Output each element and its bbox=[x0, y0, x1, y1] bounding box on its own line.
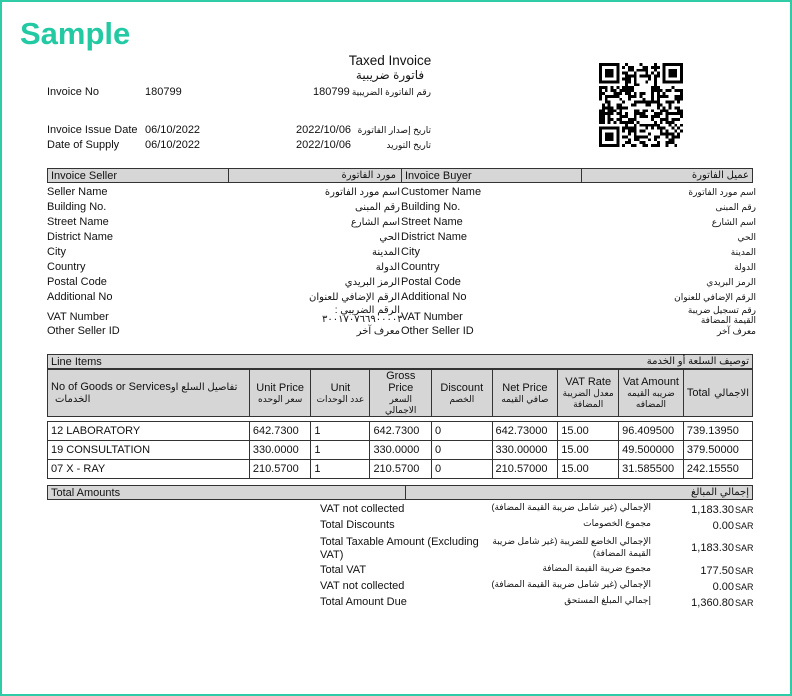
totals-heading-ar: إجمالي المبالغ bbox=[691, 487, 749, 498]
currency-label: SAR bbox=[735, 521, 754, 531]
seller-field-label-ar: اسم مورد الفاتورة bbox=[324, 187, 400, 198]
invoice-seller-heading: Invoice Seller bbox=[51, 170, 118, 182]
column-header-label: Discount bbox=[440, 381, 484, 394]
item-value-cell: 210.5700 bbox=[249, 460, 311, 479]
buyer-field-label-ar: الرمز البريدي bbox=[706, 277, 756, 287]
document-title-ar: فاتورة ضريبية bbox=[355, 68, 425, 82]
column-header bbox=[249, 370, 311, 417]
buyer-field-label: Postal Code bbox=[401, 276, 461, 288]
supply-date-label-ar: تاريخ التوريد bbox=[386, 140, 431, 150]
seller-field-label: Country bbox=[47, 261, 86, 273]
column-header-label-ar: الاجمالي bbox=[714, 388, 749, 399]
column-header-label: Unit bbox=[330, 381, 351, 394]
seller-field-label-ar: الرمز البريدي bbox=[344, 277, 400, 288]
item-value-cell: 330.0000 bbox=[370, 441, 432, 460]
column-header bbox=[558, 370, 619, 417]
item-description-cell: 19 CONSULTATION bbox=[48, 441, 250, 460]
column-header bbox=[683, 370, 752, 417]
column-header-label: Unit Price bbox=[256, 381, 304, 394]
item-value-cell: 379.50000 bbox=[683, 441, 752, 460]
buyer-field-label-ar: رقم تسجيل ضريبة القيمة المضافة bbox=[687, 305, 756, 325]
total-label: Total Amount Due bbox=[320, 596, 407, 608]
seller-field-label: Seller Name bbox=[47, 186, 108, 198]
seller-field-label-ar: الدولة bbox=[375, 262, 400, 273]
supply-date-value: 06/10/2022 bbox=[145, 139, 201, 151]
column-header bbox=[48, 370, 250, 417]
buyer-field-label: Other Seller ID bbox=[401, 325, 474, 337]
line-items-heading: Line Items bbox=[51, 356, 102, 368]
seller-field-label: Postal Code bbox=[47, 276, 107, 288]
document-title: Taxed Invoice bbox=[348, 53, 432, 68]
currency-label: SAR bbox=[735, 582, 754, 592]
buyer-field-label-ar: اسم الشارع bbox=[711, 217, 756, 227]
item-value-cell: 49.500000 bbox=[619, 441, 684, 460]
item-description-cell: 12 LABORATORY bbox=[48, 422, 250, 441]
column-header-label-ar: عدد الوحدات bbox=[316, 393, 365, 404]
currency-label: SAR bbox=[735, 505, 754, 515]
line-items-table bbox=[47, 369, 753, 479]
column-header bbox=[432, 370, 493, 417]
total-label: Total Taxable Amount (Excluding VAT) bbox=[320, 536, 479, 561]
column-header-label: No of Goods or Services bbox=[51, 381, 171, 393]
column-header bbox=[492, 370, 558, 417]
seller-field-label-ar: اسم الشارع bbox=[350, 217, 400, 228]
seller-field-label: District Name bbox=[47, 231, 114, 243]
seller-field-label-ar: المدينة bbox=[371, 247, 400, 258]
total-amount: 177.50 bbox=[700, 565, 734, 577]
total-label: VAT not collected bbox=[320, 503, 405, 515]
table-row bbox=[48, 460, 753, 479]
issue-date-value-ar: 2022/10/06 bbox=[296, 124, 352, 136]
item-value-cell: 642.7300 bbox=[249, 422, 311, 441]
seller-field-label: Building No. bbox=[47, 201, 107, 213]
totals-bar bbox=[47, 485, 753, 500]
line-items-heading-ar: توصيف السلعة أو الخدمة bbox=[646, 356, 749, 367]
item-value-cell: 1 bbox=[311, 460, 370, 479]
invoice-no-value: 180799 bbox=[145, 86, 182, 98]
totals-heading: Total Amounts bbox=[51, 487, 121, 499]
column-header-label-ar: تفاصيل السلع او الخدمات bbox=[55, 382, 238, 405]
total-amount: 1,360.80 bbox=[691, 597, 734, 609]
seller-field-label: City bbox=[47, 246, 66, 258]
total-label-ar: مجموع الخصومات bbox=[583, 518, 651, 528]
buyer-field-label-ar: المدينة bbox=[730, 247, 756, 257]
item-value-cell: 31.585500 bbox=[619, 460, 684, 479]
total-amount: 0.00 bbox=[712, 520, 734, 532]
buyer-field-label: Country bbox=[401, 261, 440, 273]
item-value-cell: 96.409500 bbox=[619, 422, 684, 441]
column-header-label-ar: السعر الاجمالي bbox=[385, 394, 417, 415]
buyer-field-label: District Name bbox=[401, 231, 468, 243]
qr-code-icon bbox=[599, 63, 683, 147]
column-header bbox=[619, 370, 684, 417]
column-header-label: Net Price bbox=[502, 381, 548, 394]
total-label-ar: إجمالي المبلغ المستحق bbox=[564, 595, 651, 605]
parties-header-bar bbox=[47, 168, 753, 183]
item-value-cell: 15.00 bbox=[558, 460, 619, 479]
issue-date-label: Invoice Issue Date bbox=[47, 124, 138, 136]
total-label: VAT not collected bbox=[320, 580, 405, 592]
currency-label: SAR bbox=[735, 566, 754, 576]
seller-field-label: VAT Number bbox=[47, 311, 109, 323]
seller-field-label-ar: رقم المبنى bbox=[354, 202, 400, 213]
item-value-cell: 642.73000 bbox=[492, 422, 558, 441]
item-value-cell: 330.00000 bbox=[492, 441, 558, 460]
item-value-cell: 642.7300 bbox=[370, 422, 432, 441]
seller-field-label: Additional No bbox=[47, 291, 113, 303]
total-label-ar: الإجمالي الخاضع للضريبة (غير شامل ضريبة القيمة المضافة) bbox=[492, 536, 651, 558]
column-header-label: Vat Amount bbox=[622, 376, 679, 388]
currency-label: SAR bbox=[735, 598, 754, 608]
column-header-label: VAT Rate bbox=[565, 376, 612, 388]
column-header bbox=[311, 370, 370, 417]
invoice-buyer-heading-ar: عميل الفاتورة bbox=[691, 170, 749, 181]
line-items-header-row bbox=[48, 370, 753, 417]
invoice-no-value-ar: 180799 bbox=[313, 86, 350, 98]
seller-field-label: Other Seller ID bbox=[47, 325, 120, 337]
item-value-cell: 0 bbox=[432, 460, 493, 479]
buyer-field-label-ar: الدولة bbox=[734, 262, 756, 272]
seller-field-label-ar: الرقم الإضافي للعنوان bbox=[309, 292, 400, 303]
column-header-label: Gross Price bbox=[386, 370, 416, 394]
item-value-cell: 1 bbox=[311, 422, 370, 441]
item-value-cell: 0 bbox=[432, 441, 493, 460]
seller-field-label-ar: الرقم الضريبي : bbox=[334, 305, 400, 316]
seller-field-label-ar: الحي bbox=[379, 232, 400, 243]
total-amount: 1,183.30 bbox=[691, 542, 734, 554]
issue-date-value: 06/10/2022 bbox=[145, 124, 201, 136]
column-header-label: Total bbox=[686, 387, 711, 399]
column-header-label-ar: سعر الوحده bbox=[258, 393, 303, 404]
item-value-cell: 15.00 bbox=[558, 441, 619, 460]
invoice-seller-heading-ar: مورد الفاتورة bbox=[341, 170, 396, 181]
invoice-no-label: Invoice No bbox=[47, 86, 99, 98]
total-amount: 1,183.30 bbox=[691, 504, 734, 516]
item-value-cell: 210.57000 bbox=[492, 460, 558, 479]
seller-field-label-ar: معرف آخر bbox=[356, 326, 400, 337]
buyer-field-label: Building No. bbox=[401, 201, 461, 213]
table-row bbox=[48, 422, 753, 441]
item-value-cell: 210.5700 bbox=[370, 460, 432, 479]
buyer-field-label-ar: رقم المبنى bbox=[715, 202, 756, 212]
item-value-cell: 1 bbox=[311, 441, 370, 460]
buyer-field-label: Customer Name bbox=[401, 186, 482, 198]
column-header-label-ar: صافي القيمه bbox=[501, 393, 549, 404]
buyer-field-label: Additional No bbox=[401, 291, 467, 303]
buyer-field-label-ar: معرف آخر bbox=[717, 326, 756, 336]
total-label-ar: مجموع ضريبة القيمة المضافة bbox=[542, 563, 651, 573]
line-items-bar bbox=[47, 354, 753, 369]
total-label-ar: الإجمالي (غير شامل ضريبة القيمة المضافة) bbox=[491, 502, 651, 512]
item-value-cell: 242.15550 bbox=[683, 460, 752, 479]
sample-watermark: Sample bbox=[20, 16, 131, 51]
currency-label: SAR bbox=[735, 543, 754, 553]
supply-date-label: Date of Supply bbox=[47, 139, 120, 151]
invoice-no-label-ar: رقم الفاتورة الضريبية bbox=[351, 87, 431, 97]
item-description-cell: 07 X - RAY bbox=[48, 460, 250, 479]
issue-date-label-ar: تاريخ إصدار الفاتورة bbox=[357, 125, 431, 135]
seller-field-label: Street Name bbox=[47, 216, 109, 228]
item-value-cell: 15.00 bbox=[558, 422, 619, 441]
total-label: Total VAT bbox=[320, 564, 367, 576]
supply-date-value-ar: 2022/10/06 bbox=[296, 139, 352, 151]
buyer-field-label-ar: الحي bbox=[737, 232, 756, 242]
buyer-field-label-ar: الرقم الإضافي للعنوان bbox=[674, 292, 756, 302]
column-header-label-ar: الخصم bbox=[449, 393, 475, 404]
total-label-ar: الإجمالي (غير شامل ضريبة القيمة المضافة) bbox=[491, 579, 651, 589]
total-label: Total Discounts bbox=[320, 519, 395, 531]
buyer-field-label: City bbox=[401, 246, 420, 258]
total-amount: 0.00 bbox=[712, 581, 734, 593]
item-value-cell: 0 bbox=[432, 422, 493, 441]
item-value-cell: 739.13950 bbox=[683, 422, 752, 441]
column-header-label-ar: ضريبه القيمه المضافه bbox=[627, 388, 675, 409]
buyer-field-label-ar: اسم مورد الفاتورة bbox=[688, 187, 756, 197]
item-value-cell: 330.0000 bbox=[249, 441, 311, 460]
column-header bbox=[370, 370, 432, 417]
column-header-label-ar: معدل الضريبة المضافة bbox=[562, 388, 614, 409]
invoice-buyer-heading: Invoice Buyer bbox=[405, 170, 472, 182]
buyer-field-label: VAT Number bbox=[401, 311, 463, 323]
buyer-field-label: Street Name bbox=[401, 216, 463, 228]
seller-vat-number-value: ٣٠٠١٧٠٧٦٦٩٠٠٠٠٣ bbox=[322, 314, 403, 325]
table-row bbox=[48, 441, 753, 460]
